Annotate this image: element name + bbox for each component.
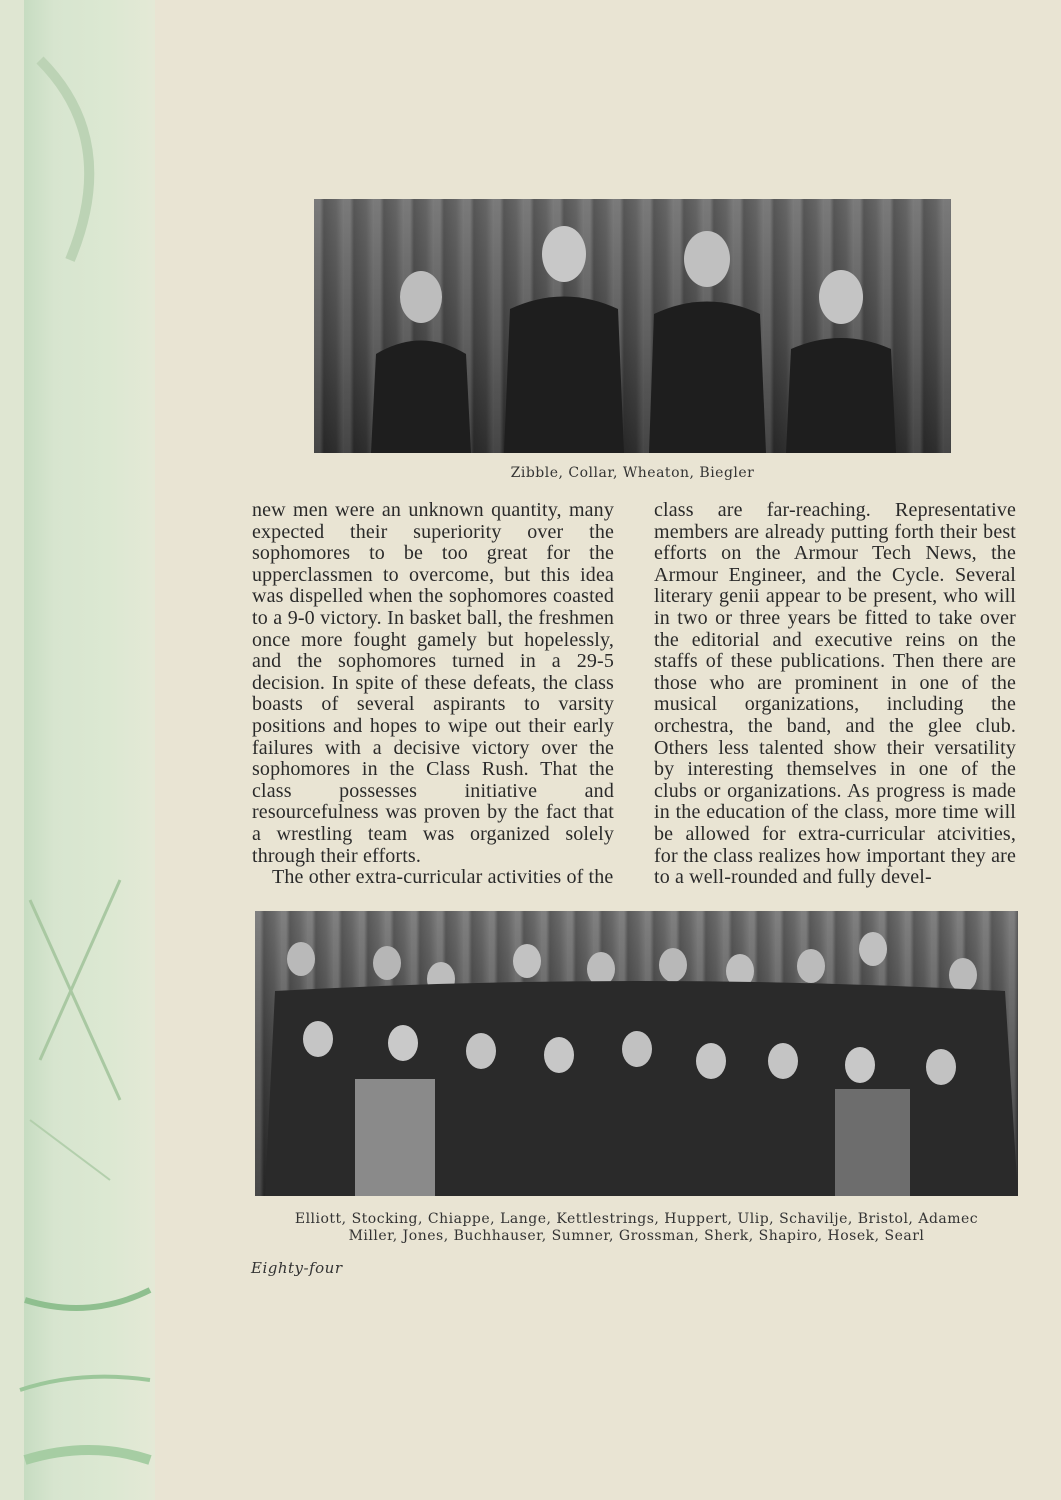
right-paragraph-1: class are far-reaching. Representative members are already putting forth their best efforts on the Armour Tech News, the Armour Engineer, and the Cycle. Several literary genii appear to be present, who will in two or three years be fitted to take over the editorial and executive reins on the staffs of these publications. Then there are those who are prominent in one of the musical organizations, including the orchestra, the band, and the glee club. Others less talented show their versatility by interesting themselves in one of the clubs or organizations. As progress is made in the education of the class, more time will be allowed for extra-curricular atcivities, for the class realizes how important they are to a well-rounded and fully devel-: [654, 499, 1016, 889]
group-photo-officers: [314, 199, 951, 453]
group-photo-class-figures: [255, 911, 1018, 1196]
right-text-column: [654, 500, 1016, 889]
class-photo-caption-row-1: Elliott, Stocking, Chiappe, Lange, Kettlestrings, Huppert, Ulip, Schavilje, Bristol, Adamec: [294, 1211, 979, 1227]
decorative-side-band: [0, 0, 155, 1500]
group-photo-officers-figures: [314, 199, 951, 453]
left-paragraph-1: new men were an unknown quantity, many expected their superiority over the sophomores to be too great for the upperclassmen to overcome, but this idea was dispelled when the sophomores coasted to a 9-0 victory. In basket ball, the freshmen once more fought gamely but hopelessly, and the sophomores turned in a 29-5 decision. In spite of these defeats, the class boasts of several aspirants to varsity positions and hopes to wipe out their early failures with a decisive victory over the sophomores in the Class Rush. That the class possesses initiative and resourcefulness was proven by the fact that a wrestling team was organized solely through their efforts.: [252, 499, 614, 867]
side-band-ornament: [0, 0, 155, 1500]
group-photo-class: [255, 911, 1018, 1196]
left-paragraph-2: The other extra-curricular activities of the: [272, 866, 614, 889]
left-text-column: [252, 500, 614, 889]
officers-photo-caption: Zibble, Collar, Wheaton, Biegler: [510, 465, 755, 481]
class-photo-caption-row-2: Miller, Jones, Buchhauser, Sumner, Grossman, Sherk, Shapiro, Hosek, Searl: [348, 1228, 925, 1244]
page-number: Eighty-four: [251, 1259, 343, 1277]
